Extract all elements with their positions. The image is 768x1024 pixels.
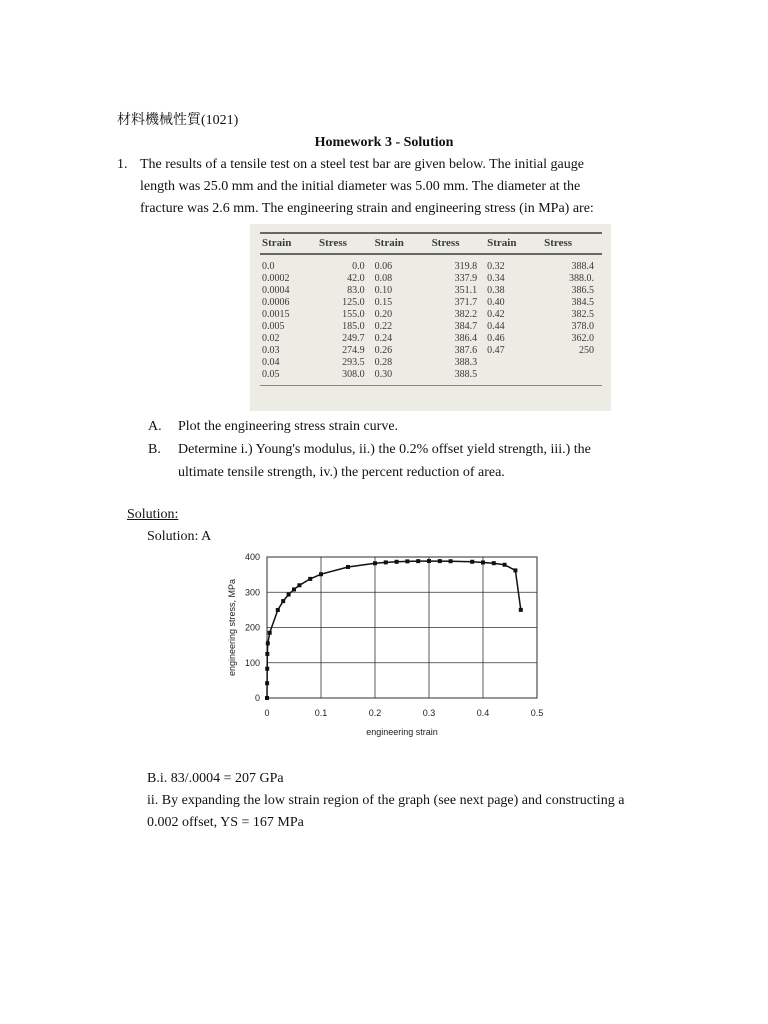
table-cell: 0.005 <box>262 321 285 332</box>
data-point <box>266 641 270 645</box>
table-row <box>260 254 602 273</box>
table-cell: 384.5 <box>571 297 594 308</box>
table-cell <box>485 369 542 386</box>
y-tick-label: 100 <box>244 657 260 668</box>
table-cell: 378.0 <box>571 321 594 332</box>
table-row <box>260 285 602 297</box>
question-text-line: The results of a tensile test on a steel test bar are given below. The initial gauge <box>140 157 584 172</box>
item-letter-a: A. <box>148 419 162 434</box>
table-header: Stress <box>542 233 602 254</box>
chart-ticks <box>245 552 543 718</box>
data-point <box>384 560 388 564</box>
table-cell: 386.5 <box>571 285 594 296</box>
table-cell: 0.0 <box>352 261 365 272</box>
table-cell: 388.3 <box>454 357 478 368</box>
x-tick-label: 0.2 <box>368 708 382 718</box>
data-point <box>449 559 453 563</box>
data-point <box>292 587 296 591</box>
table-cell: 371.7 <box>454 297 478 308</box>
table-cell: 0.0002 <box>262 273 290 284</box>
data-point <box>276 608 280 612</box>
data-point <box>297 583 301 587</box>
question-text-line: length was 25.0 mm and the initial diameter was 5.00 mm. The diameter at the <box>140 179 581 194</box>
y-tick-label: 200 <box>244 622 260 633</box>
y-tick-label: 0 <box>254 693 260 703</box>
table-cell: 388.4 <box>571 261 594 272</box>
table-row <box>260 321 602 333</box>
table-header: Strain <box>373 233 430 254</box>
x-tick-label: 0 <box>264 708 270 718</box>
table-cell: 0.38 <box>487 285 505 296</box>
table-cell <box>542 357 602 369</box>
table-cell: 0.42 <box>487 309 505 320</box>
data-point <box>281 599 285 603</box>
data-point <box>265 652 269 656</box>
data-point <box>492 561 496 565</box>
strain-stress-table <box>250 224 611 411</box>
table-cell: 0.24 <box>374 333 393 344</box>
table-body <box>260 254 602 386</box>
solution-b-line: B.i. 83/.0004 = 207 GPa <box>147 771 284 786</box>
table-row <box>260 345 602 357</box>
table-row <box>260 357 602 369</box>
table-cell: 0.32 <box>487 261 505 272</box>
y-axis-label: engineering stress, MPa <box>227 578 237 677</box>
table-cell: 0.28 <box>374 357 393 368</box>
data-point <box>416 559 420 563</box>
table-cell: 274.9 <box>342 345 365 356</box>
table-cell: 384.7 <box>454 321 478 332</box>
table-cell: 351.1 <box>454 285 478 296</box>
data-point <box>265 681 269 685</box>
table-cell: 0.06 <box>374 261 393 272</box>
series-points <box>265 559 523 700</box>
table-cell <box>542 369 602 386</box>
data-point <box>346 565 350 569</box>
table-cell: 388.5 <box>430 369 486 386</box>
table-cell: 362.0 <box>571 333 594 344</box>
table-cell: 125.0 <box>342 297 365 308</box>
table-row <box>260 333 602 345</box>
table-header: Stress <box>317 233 373 254</box>
table-cell: 42.0 <box>347 273 365 284</box>
solution-heading: Solution: <box>127 507 179 522</box>
table-cell: 293.5 <box>342 357 365 368</box>
question-number: 1. <box>117 157 128 172</box>
table-cell: 0.02 <box>262 333 280 344</box>
table-cell: 319.8 <box>454 261 478 272</box>
table-cell: 0.04 <box>262 357 280 368</box>
data-point <box>519 608 523 612</box>
y-tick-label: 300 <box>244 587 260 598</box>
data-point <box>481 560 485 564</box>
table-cell: 0.47 <box>487 345 505 356</box>
x-tick-label: 0.5 <box>530 708 544 718</box>
item-b-text: ultimate tensile strength, iv.) the percent reduction of area. <box>178 465 505 480</box>
data-point <box>427 559 431 563</box>
x-tick-label: 0.1 <box>314 708 328 718</box>
data-point <box>287 593 291 597</box>
x-tick-label: 0.3 <box>422 708 436 718</box>
data-point <box>319 572 323 576</box>
data-point <box>503 563 507 567</box>
table-header: Strain <box>260 233 317 254</box>
table-row <box>260 309 602 321</box>
table-cell: 0.22 <box>374 321 393 332</box>
table-cell: 0.08 <box>374 273 393 284</box>
table-cell: 388.0. <box>569 273 594 284</box>
table-header: Strain <box>485 233 542 254</box>
data-point <box>405 559 409 563</box>
table-cell: 308.0 <box>317 369 373 386</box>
table-cell: 387.6 <box>454 345 478 356</box>
table-cell: 0.20 <box>374 309 393 320</box>
table-cell: 0.30 <box>373 369 430 386</box>
table-cell: 0.34 <box>487 273 505 284</box>
table-cell: 0.03 <box>262 345 280 356</box>
data-point <box>265 667 269 671</box>
course-title: 材料機械性質(1021) <box>117 113 239 128</box>
data-point <box>470 560 474 564</box>
chart-grid <box>267 557 537 698</box>
stress-strain-chart <box>225 548 555 748</box>
solution-b-line: ii. By expanding the low strain region of the graph (see next page) and constructing a <box>147 793 625 808</box>
data-point <box>265 696 269 700</box>
question-text-line: fracture was 2.6 mm. The engineering strain and engineering stress (in MPa) are: <box>140 201 594 216</box>
data-point <box>438 559 442 563</box>
table-row <box>260 297 602 309</box>
item-b-text: Determine i.) Young's modulus, ii.) the 0.2% offset yield strength, iii.) the <box>178 442 591 457</box>
table-cell: 83.0 <box>347 285 365 296</box>
table-cell: 0.15 <box>374 297 393 308</box>
item-letter-b: B. <box>148 442 161 457</box>
table-cell: 250 <box>579 345 594 356</box>
table-cell: 0.0006 <box>262 297 290 308</box>
table-cell: 0.0004 <box>262 285 290 296</box>
table-cell: 382.5 <box>571 309 594 320</box>
table-cell: 0.05 <box>260 369 317 386</box>
solution-b-line: 0.002 offset, YS = 167 MPa <box>147 815 304 830</box>
table-cell: 0.40 <box>487 297 505 308</box>
data-point <box>268 631 272 635</box>
data-point <box>373 561 377 565</box>
table-row <box>260 369 602 386</box>
table-cell: 382.2 <box>454 309 478 320</box>
table-header: Stress <box>430 233 486 254</box>
table-cell: 0.46 <box>487 333 505 344</box>
table-cell: 0.44 <box>487 321 505 332</box>
homework-title: Homework 3 - Solution <box>314 135 454 150</box>
solution-part-a: Solution: A <box>147 529 212 544</box>
table-cell: 337.9 <box>454 273 478 284</box>
x-axis-label: engineering strain <box>366 727 438 737</box>
data-point <box>308 577 312 581</box>
x-tick-label: 0.4 <box>476 708 490 718</box>
data-point <box>513 568 517 572</box>
table-cell: 0.0 <box>262 261 275 272</box>
y-tick-label: 400 <box>244 552 260 562</box>
table-cell: 155.0 <box>342 309 365 320</box>
table-cell: 0.26 <box>374 345 393 356</box>
table-cell: 249.7 <box>342 333 365 344</box>
table-cell: 185.0 <box>342 321 365 332</box>
table-cell <box>485 357 542 369</box>
item-a-text: Plot the engineering stress strain curve. <box>178 419 399 434</box>
data-point <box>395 560 399 564</box>
table-row <box>260 273 602 285</box>
table-cell: 386.4 <box>454 333 478 344</box>
table-cell: 0.10 <box>374 285 393 296</box>
table-cell: 0.0015 <box>262 309 290 320</box>
